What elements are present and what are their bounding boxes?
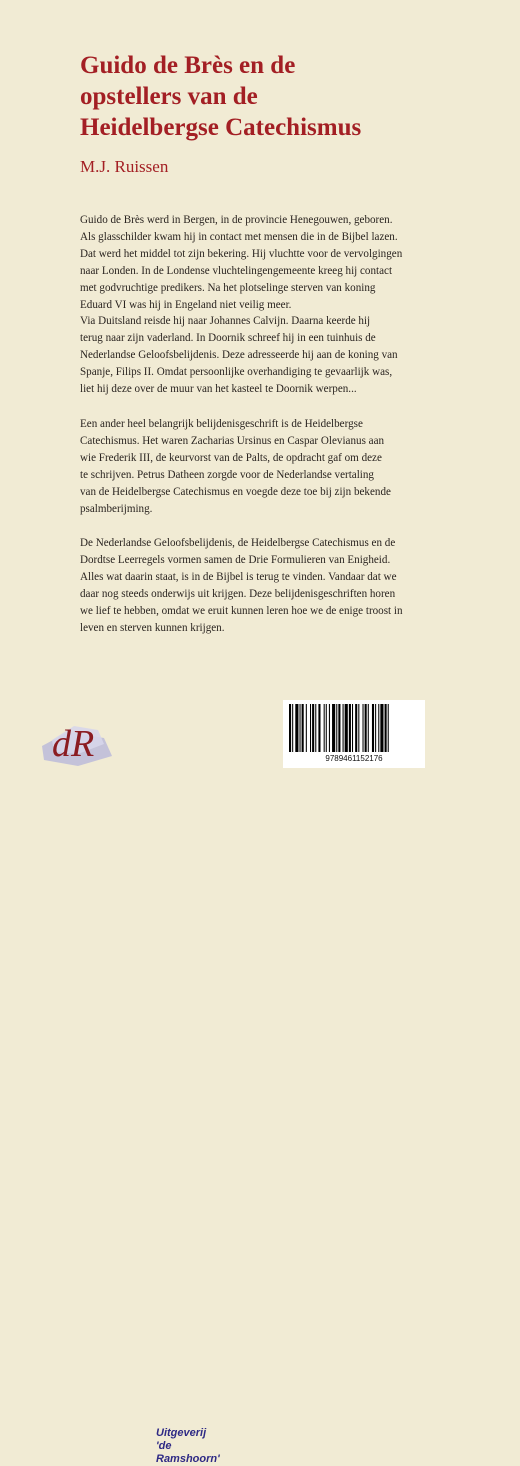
blurb-paragraph-1 — [80, 212, 472, 398]
text-line: Catechismus. Het waren Zacharias Ursinus en Caspar Olevianus aan — [80, 434, 385, 447]
text-line: De Nederlandse Geloofsbelijdenis, de Heidelbergse Catechismus en de — [80, 537, 396, 550]
isbn-number: 9789461152176 — [325, 754, 383, 763]
publisher-name — [156, 1427, 228, 1466]
title-line: opstellers van de — [80, 83, 258, 110]
publisher-logo — [38, 710, 228, 1465]
text-line: Guido de Brès werd in Bergen, in de provincie Henegouwen, geboren. — [80, 214, 393, 226]
text-line: met godvruchtige predikers. Na het plotselinge sterven van koning — [80, 281, 376, 294]
text-line: Dat werd het middel tot zijn bekering. Hij vluchtte voor de vervolgingen — [80, 247, 403, 260]
blurb-paragraph-3 — [80, 535, 472, 636]
publisher-line: 'de Ramshoorn' — [156, 1440, 220, 1465]
barcode-bars-icon — [287, 704, 421, 752]
text-line: Nederlandse Geloofsbelijdenis. Deze adresseerde hij aan de koning van — [80, 349, 398, 362]
blurb-paragraph-2 — [80, 416, 472, 517]
book-title — [80, 50, 500, 143]
text-line: leven en sterven kunnen krijgen. — [80, 621, 225, 634]
title-line: Guido de Brès en de — [80, 52, 296, 79]
author-name: M.J. Ruissen — [80, 157, 169, 176]
text-line: van de Heidelbergse Catechismus en voegde deze toe bij zijn bekende — [80, 485, 391, 498]
blurb-text — [80, 212, 472, 655]
text-line: daar nog steeds onderwijs uit krijgen. Deze belijdenisgeschriften horen — [80, 588, 396, 601]
text-line: Alles wat daarin staat, is in de Bijbel is terug te vinden. Vandaar dat we — [80, 571, 397, 584]
text-line: wie Frederik III, de keurvorst van de Palts, de opdracht gaf om deze — [80, 451, 382, 464]
publisher-line: Uitgeverij — [156, 1427, 207, 1439]
text-line: naar Londen. In de Londense vluchtelingengemeente kreeg hij contact — [80, 264, 393, 277]
text-line: Een ander heel belangrijk belijdenisgeschrift is de Heidelbergse — [80, 417, 363, 430]
text-line: te schrijven. Petrus Datheen zorgde voor de Nederlandse vertaling — [80, 468, 374, 481]
text-line: we lief te hebben, omdat we eruit kunnen leren hoe we de enige troost in — [80, 605, 403, 618]
text-line: terug naar zijn vaderland. In Doornik schreef hij in een tuinhuis de — [80, 332, 376, 345]
ramshoorn-logo-icon — [38, 710, 118, 768]
text-line: Als glasschilder kwam hij in contact met mensen die in de Bijbel lazen. — [80, 230, 398, 243]
text-line: Via Duitsland reisde hij naar Johannes Calvijn. Daarna keerde hij — [80, 315, 371, 328]
text-line: Spanje, Filips II. Omdat persoonlijke overhandiging te gevaarlijk was, — [80, 366, 393, 379]
logo-letters: dR — [52, 723, 95, 765]
text-line: Eduard VI was hij in Engeland niet veilig meer. — [80, 298, 292, 311]
text-line: psalmberijming. — [80, 502, 153, 515]
text-line: Dordtse Leerregels vormen samen de Drie Formulieren van Enigheid. — [80, 554, 391, 567]
text-line: liet hij deze over de muur van het kasteel te Doornik werpen... — [80, 383, 357, 396]
title-line: Heidelbergse Catechismus — [80, 114, 362, 141]
